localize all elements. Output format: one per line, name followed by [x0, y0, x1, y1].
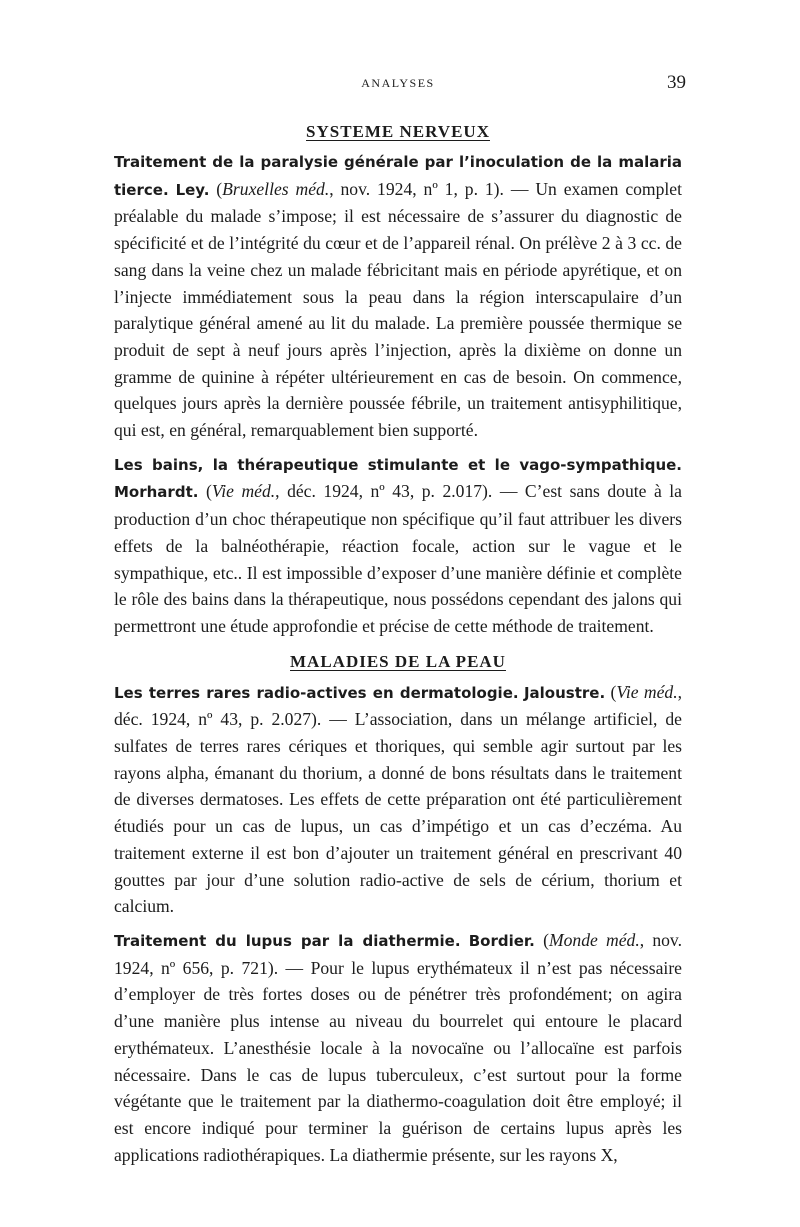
article-author: Bordier.	[468, 931, 535, 950]
section-heading-maladies-de-la-peau: MALADIES DE LA PEAU	[290, 651, 506, 671]
article-title: Traitement de la paralysie générale par l’inoculation de la malaria tierce.	[114, 153, 682, 199]
article-title: Traitement du lupus par la diathermie.	[114, 931, 461, 950]
article-title: Les bains, la thérapeutique stimulante et le vago-sympathique.	[114, 455, 682, 474]
article-body: — L’association, dans un mélange artificiel, de sulfates de terres rares cériques et thoriques, qui semble agir surtout par les rayons alpha, émanant du thorium, a donné de bons résultats dans le traitement de diverses dermatoses. Les effets de cette préparation ont été particulièrement étudiés pour un cas de lupus, un cas d’impétigo et un cas d’eczéma. Au traitement externe il est bon d’ajouter un traitement général en prescrivant 40 gouttes par jour d’une solution radio-active de sels de cérium, thorium et calcium.	[114, 709, 682, 917]
article-author: Ley.	[175, 180, 210, 199]
article-bains-therapeutique	[114, 451, 682, 640]
journal-name: Vie méd.	[211, 481, 276, 502]
running-title: ANALYSES	[361, 76, 435, 90]
reference-open: (	[198, 481, 212, 502]
article-paralysie-generale	[114, 148, 682, 444]
reference-open: (	[534, 929, 549, 950]
page-number: 39	[667, 72, 686, 93]
journal-name: Monde méd.	[548, 929, 640, 950]
reference-details: , nov. 1924, nº 1, p. 1).	[329, 178, 504, 199]
reference-open: (	[209, 178, 223, 199]
reference-open: (	[605, 681, 617, 702]
section-heading-systeme-nerveux: SYSTEME NERVEUX	[306, 122, 490, 141]
journal-name: Vie méd.	[616, 681, 678, 702]
article-author: Jaloustre.	[523, 683, 606, 702]
reference-details: , nov. 1924, nº 656, p. 721).	[114, 929, 682, 978]
article-lupus-diathermie	[114, 927, 682, 1168]
reference-details: , déc. 1924, nº 43, p. 2.027).	[114, 681, 683, 730]
running-head	[114, 70, 686, 96]
article-body: — C’est sans doute à la production d’un choc thérapeutique non spécifique qu’il faut attribuer les divers effets de la balnéothérapie, réaction focale, action sur le vague et le sympathique, etc.. Il est impossible d’exposer d’une manière définie et complète le rôle des bains dans la thérapeutique, nous possédons cependant des jalons qui permettront une étude approfondie et précise de cette méthode de traitement.	[114, 481, 682, 636]
book-page	[114, 70, 686, 1168]
article-body: — Un examen complet préalable du malade s’impose; il est nécessaire de s’assurer du diagnostic de spécificité et de l’intégrité du cœur et de l’appareil rénal. On prélève 2 à 3 cc. de sang dans la veine chez un malade fébricitant mais en période apyrétique, et on l’injecte immédiatement sous la peau dans la région interscapulaire d’un paralytique général amené au lit du malade. La première poussée thermique se produit de sept à neuf jours après l’injection, après la dixième on donne un gramme de quinine à répéter ultérieurement en cas de besoin. On commence, quelques jours après la dernière poussée fébrile, un traitement antisyphilitique, qui est, en général, remarquablement bien supporté.	[114, 178, 682, 441]
article-title: Les terres rares radio-actives en dermatologie.	[114, 683, 519, 702]
journal-name: Bruxelles méd.	[222, 178, 330, 199]
article-author: Morhardt.	[114, 483, 199, 502]
article-body: — Pour le lupus erythémateux il n’est pas nécessaire d’employer de très fortes doses ou de pénétrer très profondément; on agira d’une manière plus intense au niveau du bourrelet qui entoure le placard erythémateux. L’anesthésie locale à la novocaïne ou l’allocaïne est parfois nécessaire. Dans le cas de lupus tuberculeux, c’est surtout pour la forme végétante que le traitement par la diathermo-coagulation doit être employé; il est encore indiqué pour terminer la guérison de certains lupus après les applications radiothérapiques. La diathermie présente, sur les rayons X,	[114, 957, 682, 1165]
article-terres-rares	[114, 679, 682, 920]
reference-details: , déc. 1924, nº 43, p. 2.017).	[275, 481, 493, 502]
